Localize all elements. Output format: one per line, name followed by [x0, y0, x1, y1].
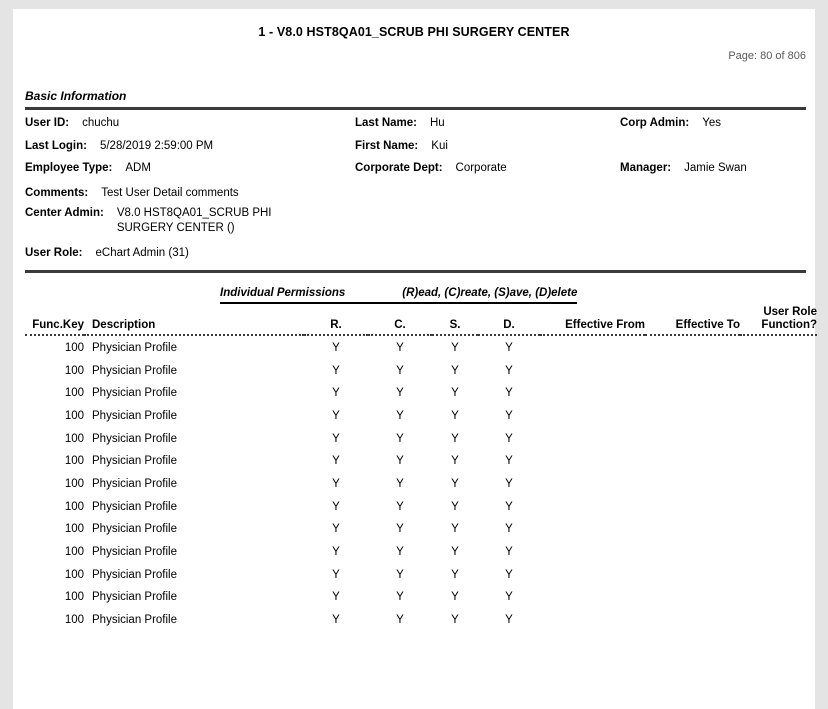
- cell-func-key: 100: [64, 568, 84, 581]
- cell-func-key: 100: [64, 455, 84, 468]
- cell-save: Y: [451, 455, 459, 468]
- cell-effective-from: [540, 585, 645, 608]
- cell-create: Y: [396, 568, 404, 581]
- cell-delete: Y: [505, 387, 513, 400]
- cell-user-role-function: [740, 335, 817, 358]
- cell-description: Physician Profile: [92, 500, 178, 513]
- permissions-header-row: [25, 306, 817, 335]
- cell-effective-to: [645, 585, 740, 608]
- cell-create: Y: [396, 342, 404, 355]
- permissions-table-row: [25, 358, 817, 381]
- cell-create: Y: [396, 591, 404, 604]
- cell-create: Y: [396, 523, 404, 536]
- cell-effective-to: [645, 471, 740, 494]
- cell-read: Y: [332, 523, 340, 536]
- field-label: Comments:: [25, 187, 89, 199]
- permissions-table-row: [25, 403, 817, 426]
- field-value: 5/28/2019 2:59:00 PM: [99, 139, 214, 152]
- cell-delete: Y: [505, 523, 513, 536]
- cell-description: Physician Profile: [92, 364, 178, 377]
- permissions-table-row: [25, 585, 817, 608]
- cell-read: Y: [332, 455, 340, 468]
- field-employee-type: [25, 161, 355, 175]
- cell-effective-to: [645, 448, 740, 471]
- cell-save: Y: [451, 477, 459, 490]
- permissions-section-title: Individual Permissions: [220, 287, 346, 299]
- cell-effective-from: [540, 539, 645, 562]
- cell-save: Y: [451, 591, 459, 604]
- field-label: Manager:: [620, 162, 672, 174]
- cell-description: Physician Profile: [92, 409, 178, 422]
- field-value: eChart Admin (31): [95, 247, 189, 259]
- column-header-effective-from: Effective From: [540, 306, 645, 335]
- field-label: Last Login:: [25, 139, 87, 152]
- field-manager: [620, 161, 815, 175]
- cell-description: Physician Profile: [92, 546, 178, 559]
- report-title: 1 - V8.0 HST8QA01_SCRUB PHI SURGERY CENTER: [258, 25, 570, 39]
- cell-effective-to: [645, 539, 740, 562]
- cell-create: Y: [396, 500, 404, 513]
- info-row-3: [25, 161, 815, 175]
- field-value: Jamie Swan: [684, 162, 747, 174]
- field-label: User ID:: [25, 117, 70, 129]
- cell-user-role-function: [740, 358, 817, 381]
- field-value: V8.0 HST8QA01_SCRUB PHI SURGERY CENTER (): [116, 207, 272, 234]
- cell-user-role-function: [740, 562, 817, 585]
- field-label: Corporate Dept:: [355, 162, 443, 174]
- cell-user-role-function: [740, 607, 817, 630]
- permissions-table-body: [25, 335, 817, 630]
- cell-description: Physician Profile: [92, 523, 178, 536]
- cell-user-role-function: [740, 517, 817, 540]
- cell-delete: Y: [505, 477, 513, 490]
- cell-create: Y: [396, 546, 404, 559]
- field-label: Employee Type:: [25, 162, 113, 174]
- permissions-table-row: [25, 471, 817, 494]
- cell-description: Physician Profile: [92, 591, 178, 604]
- cell-read: Y: [332, 477, 340, 490]
- cell-delete: Y: [505, 455, 513, 468]
- section-divider: [25, 107, 806, 110]
- cell-save: Y: [451, 432, 459, 445]
- cell-description: Physician Profile: [92, 387, 178, 400]
- field-corporate-dept: [355, 161, 620, 175]
- cell-description: Physician Profile: [92, 477, 178, 490]
- field-value: chuchu: [82, 117, 120, 129]
- permissions-legend: (R)ead, (C)reate, (S)ave, (D)elete: [402, 287, 578, 299]
- cell-create: Y: [396, 409, 404, 422]
- cell-func-key: 100: [64, 546, 84, 559]
- cell-effective-from: [540, 403, 645, 426]
- cell-effective-to: [645, 335, 740, 358]
- cell-create: Y: [396, 387, 404, 400]
- field-label: Center Admin:: [25, 207, 104, 219]
- cell-delete: Y: [505, 409, 513, 422]
- permissions-table-row: [25, 380, 817, 403]
- cell-user-role-function: [740, 585, 817, 608]
- basic-information-block: [13, 116, 815, 260]
- field-last-name: [355, 116, 620, 130]
- cell-user-role-function: [740, 380, 817, 403]
- cell-effective-to: [645, 403, 740, 426]
- permissions-table-row: [25, 426, 817, 449]
- cell-delete: Y: [505, 432, 513, 445]
- cell-delete: Y: [505, 614, 513, 627]
- cell-create: Y: [396, 432, 404, 445]
- field-user-role: [25, 246, 815, 260]
- cell-save: Y: [451, 500, 459, 513]
- cell-effective-from: [540, 494, 645, 517]
- cell-effective-from: [540, 358, 645, 381]
- cell-read: Y: [332, 432, 340, 445]
- cell-read: Y: [332, 342, 340, 355]
- permissions-section-header: [220, 287, 577, 304]
- cell-delete: Y: [505, 500, 513, 513]
- column-header-delete: D.: [478, 306, 540, 335]
- cell-func-key: 100: [64, 409, 84, 422]
- cell-description: Physician Profile: [92, 455, 178, 468]
- field-label: User Role:: [25, 247, 83, 259]
- cell-func-key: 100: [64, 591, 84, 604]
- cell-description: Physician Profile: [92, 614, 178, 627]
- column-header-create: C.: [368, 306, 432, 335]
- cell-effective-to: [645, 426, 740, 449]
- column-header-save: S.: [432, 306, 478, 335]
- cell-func-key: 100: [64, 614, 84, 627]
- field-center-admin: [25, 206, 815, 236]
- cell-func-key: 100: [64, 477, 84, 490]
- cell-read: Y: [332, 614, 340, 627]
- field-user-id: [25, 116, 355, 130]
- page-indicator: Page: 80 of 806: [728, 50, 806, 62]
- field-value: Yes: [702, 117, 721, 129]
- cell-delete: Y: [505, 546, 513, 559]
- cell-save: Y: [451, 523, 459, 536]
- cell-delete: Y: [505, 342, 513, 355]
- field-label: First Name:: [355, 139, 419, 152]
- permissions-table-row: [25, 539, 817, 562]
- field-corp-admin: [620, 116, 815, 130]
- cell-description: Physician Profile: [92, 342, 178, 355]
- cell-save: Y: [451, 409, 459, 422]
- column-header-effective-to: Effective To: [645, 306, 740, 335]
- field-label: Corp Admin:: [620, 117, 690, 129]
- cell-effective-from: [540, 562, 645, 585]
- cell-user-role-function: [740, 494, 817, 517]
- cell-user-role-function: [740, 426, 817, 449]
- cell-read: Y: [332, 364, 340, 377]
- cell-save: Y: [451, 364, 459, 377]
- cell-effective-to: [645, 517, 740, 540]
- cell-func-key: 100: [64, 523, 84, 536]
- cell-read: Y: [332, 568, 340, 581]
- cell-effective-to: [645, 358, 740, 381]
- field-value: Kui: [431, 139, 448, 152]
- field-value: ADM: [125, 162, 151, 174]
- cell-func-key: 100: [64, 364, 84, 377]
- cell-save: Y: [451, 342, 459, 355]
- cell-effective-from: [540, 380, 645, 403]
- cell-save: Y: [451, 387, 459, 400]
- field-value: Hu: [430, 117, 445, 129]
- cell-create: Y: [396, 614, 404, 627]
- cell-description: Physician Profile: [92, 568, 178, 581]
- cell-read: Y: [332, 546, 340, 559]
- cell-effective-to: [645, 380, 740, 403]
- cell-create: Y: [396, 364, 404, 377]
- field-value: Corporate: [455, 162, 507, 174]
- cell-func-key: 100: [64, 387, 84, 400]
- cell-effective-from: [540, 471, 645, 494]
- cell-read: Y: [332, 500, 340, 513]
- cell-read: Y: [332, 409, 340, 422]
- field-last-login: [25, 139, 355, 153]
- cell-create: Y: [396, 477, 404, 490]
- field-label: Last Name:: [355, 117, 417, 129]
- section-divider: [25, 270, 806, 273]
- cell-func-key: 100: [64, 500, 84, 513]
- cell-delete: Y: [505, 364, 513, 377]
- permissions-table: [25, 306, 817, 630]
- cell-delete: Y: [505, 568, 513, 581]
- column-header-description: Description: [84, 306, 304, 335]
- cell-func-key: 100: [64, 342, 84, 355]
- permissions-table-row: [25, 335, 817, 358]
- field-value: Test User Detail comments: [101, 187, 239, 199]
- cell-effective-to: [645, 562, 740, 585]
- info-row-1: [25, 116, 815, 130]
- cell-save: Y: [451, 614, 459, 627]
- basic-information-heading: Basic Information: [25, 89, 127, 103]
- cell-func-key: 100: [64, 432, 84, 445]
- cell-effective-to: [645, 607, 740, 630]
- cell-create: Y: [396, 455, 404, 468]
- permissions-table-row: [25, 562, 817, 585]
- cell-effective-from: [540, 426, 645, 449]
- permissions-table-row: [25, 448, 817, 471]
- column-header-read: R.: [304, 306, 368, 335]
- permissions-table-row: [25, 607, 817, 630]
- column-header-func-key: Func.Key: [25, 306, 84, 335]
- cell-description: Physician Profile: [92, 432, 178, 445]
- cell-effective-from: [540, 448, 645, 471]
- cell-delete: Y: [505, 591, 513, 604]
- cell-read: Y: [332, 591, 340, 604]
- cell-effective-from: [540, 517, 645, 540]
- cell-save: Y: [451, 546, 459, 559]
- cell-effective-from: [540, 607, 645, 630]
- cell-user-role-function: [740, 471, 817, 494]
- cell-user-role-function: [740, 539, 817, 562]
- report-page: [13, 9, 815, 709]
- cell-save: Y: [451, 568, 459, 581]
- field-comments: [25, 186, 815, 200]
- permissions-table-row: [25, 494, 817, 517]
- cell-user-role-function: [740, 403, 817, 426]
- cell-user-role-function: [740, 448, 817, 471]
- cell-read: Y: [332, 387, 340, 400]
- info-row-2: [25, 139, 815, 153]
- permissions-table-row: [25, 517, 817, 540]
- cell-effective-to: [645, 494, 740, 517]
- field-first-name: [355, 139, 620, 153]
- column-header-user-role-function: User Role Function?: [740, 306, 817, 335]
- cell-effective-from: [540, 335, 645, 358]
